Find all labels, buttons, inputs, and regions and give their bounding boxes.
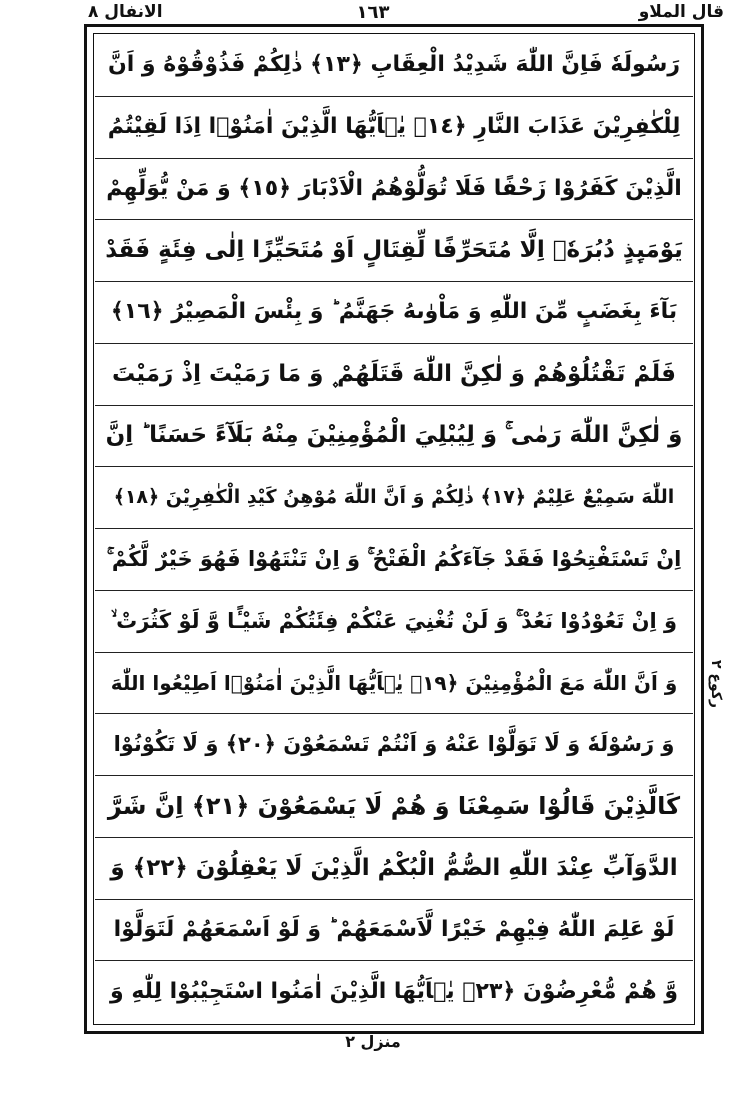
text-line — [95, 344, 693, 406]
text-line — [95, 282, 693, 344]
line-text: رَسُولَهٗ فَاِنَّ اللّٰهَ شَدِيْدُ الْعِقَابِ ﴿١٣﴾ ذٰلِكُمْ فَذُوْقُوْهُ وَ اَنَّ — [107, 52, 681, 78]
text-line — [95, 776, 693, 838]
text-line — [95, 529, 693, 591]
text-line — [95, 714, 693, 776]
header-juz-name: قال الملاو — [638, 2, 724, 22]
text-line — [95, 653, 693, 715]
text-line — [95, 97, 693, 159]
line-text: الدَّوَآبِّ عِنْدَ اللّٰهِ الصُّمُّ الْبُكْمُ الَّذِيْنَ لَا يَعْقِلُوْنَ ﴿٢٢﴾ وَ — [110, 854, 678, 881]
line-text: وَ اِنْ تَعُوْدُوْا نَعُدْ ۚ وَ لَنْ تُغْنِيَ عَنْكُمْ فِئَتُكُمْ شَيْـًٔا وَّ لَوْ كَثُرَتْ ۙ — [110, 608, 678, 633]
text-line — [95, 467, 693, 529]
text-line — [95, 220, 693, 282]
text-line — [95, 591, 693, 653]
page-number: ١٦٣ — [356, 2, 390, 23]
text-line — [95, 838, 693, 900]
line-text: فَلَمْ تَقْتُلُوْهُمْ وَ لٰكِنَّ اللّٰهَ قَتَلَهُمْ ۪ وَ مَا رَمَيْتَ اِذْ رَمَيْتَ — [112, 360, 676, 387]
line-text: وَ لٰكِنَّ اللّٰهَ رَمٰى ۚ وَ لِيُبْلِيَ الْمُؤْمِنِيْنَ مِنْهُ بَلَآءً حَسَنًا ؕ اِنَّ — [105, 422, 683, 449]
text-line — [95, 900, 693, 962]
line-text: لِلْكٰفِرِيْنَ عَذَابَ النَّارِ ﴿١٤﴾ يٰۤاَيُّهَا الَّذِيْنَ اٰمَنُوْۤا اِذَا لَقِيْتُمُ — [107, 114, 681, 140]
text-line — [95, 961, 693, 1023]
ruku-marker: ركوع ٢ — [708, 660, 724, 708]
line-text: اللّٰهَ سَمِيْعٌ عَلِيْمٌ ﴿١٧﴾ ذٰلِكُمْ وَ اَنَّ اللّٰهَ مُوْهِنُ كَيْدِ الْكٰفِرِيْنَ ﴿١٨﴾ — [113, 486, 675, 509]
text-line — [95, 406, 693, 468]
text-line — [95, 35, 693, 97]
line-text: اِنْ تَسْتَفْتِحُوْا فَقَدْ جَآءَكُمُ الْفَتْحُ ۚ وَ اِنْ تَنْتَهُوْا فَهُوَ خَيْرٌ لَّكُمْ ۚ — [106, 546, 682, 571]
line-text: وَّ هُمْ مُّعْرِضُوْنَ ﴿٢٣﴾ يٰۤاَيُّهَا الَّذِيْنَ اٰمَنُوا اسْتَجِيْبُوْا لِلّٰهِ وَ — [110, 979, 679, 1005]
header-surah-name: الانفال ٨ — [88, 2, 163, 22]
text-line — [95, 159, 693, 221]
line-text: الَّذِيْنَ كَفَرُوْا زَحْفًا فَلَا تُوَلُّوْهُمُ الْاَدْبَارَ ﴿١٥﴾ وَ مَنْ يُّوَلِّهِمْ — [106, 175, 682, 201]
line-text: يَوْمَىِٕذٍ دُبُرَهٗۤ اِلَّا مُتَحَرِّفًا لِّقِتَالٍ اَوْ مُتَحَيِّزًا اِلٰى فِئَةٍ فَقَدْ — [105, 237, 683, 264]
line-text: وَ اَنَّ اللّٰهَ مَعَ الْمُؤْمِنِيْنَ ﴿١٩﴾ يٰۤاَيُّهَا الَّذِيْنَ اٰمَنُوْۤا اَطِيْعُوا اللّٰهَ — [110, 670, 678, 695]
line-text: كَالَّذِيْنَ قَالُوْا سَمِعْنَا وَ هُمْ لَا يَسْمَعُوْنَ ﴿٢١﴾ اِنَّ شَرَّ — [107, 792, 681, 821]
manzil-footer: منزل ٢ — [345, 1032, 401, 1051]
text-lines — [95, 35, 693, 1023]
line-text: بَآءَ بِغَضَبٍ مِّنَ اللّٰهِ وَ مَاْوٰىهُ جَهَنَّمُ ؕ وَ بِئْسَ الْمَصِيْرُ ﴿١٦﴾ — [110, 299, 678, 325]
line-text: لَوْ عَلِمَ اللّٰهُ فِيْهِمْ خَيْرًا لَّاَسْمَعَهُمْ ؕ وَ لَوْ اَسْمَعَهُمْ لَتَوَلَّوْا — [113, 916, 675, 942]
line-text: وَ رَسُوْلَهٗ وَ لَا تَوَلَّوْا عَنْهُ وَ اَنْتُمْ تَسْمَعُوْنَ ﴿٢٠﴾ وَ لَا تَكُوْنُوْا — [113, 732, 675, 757]
